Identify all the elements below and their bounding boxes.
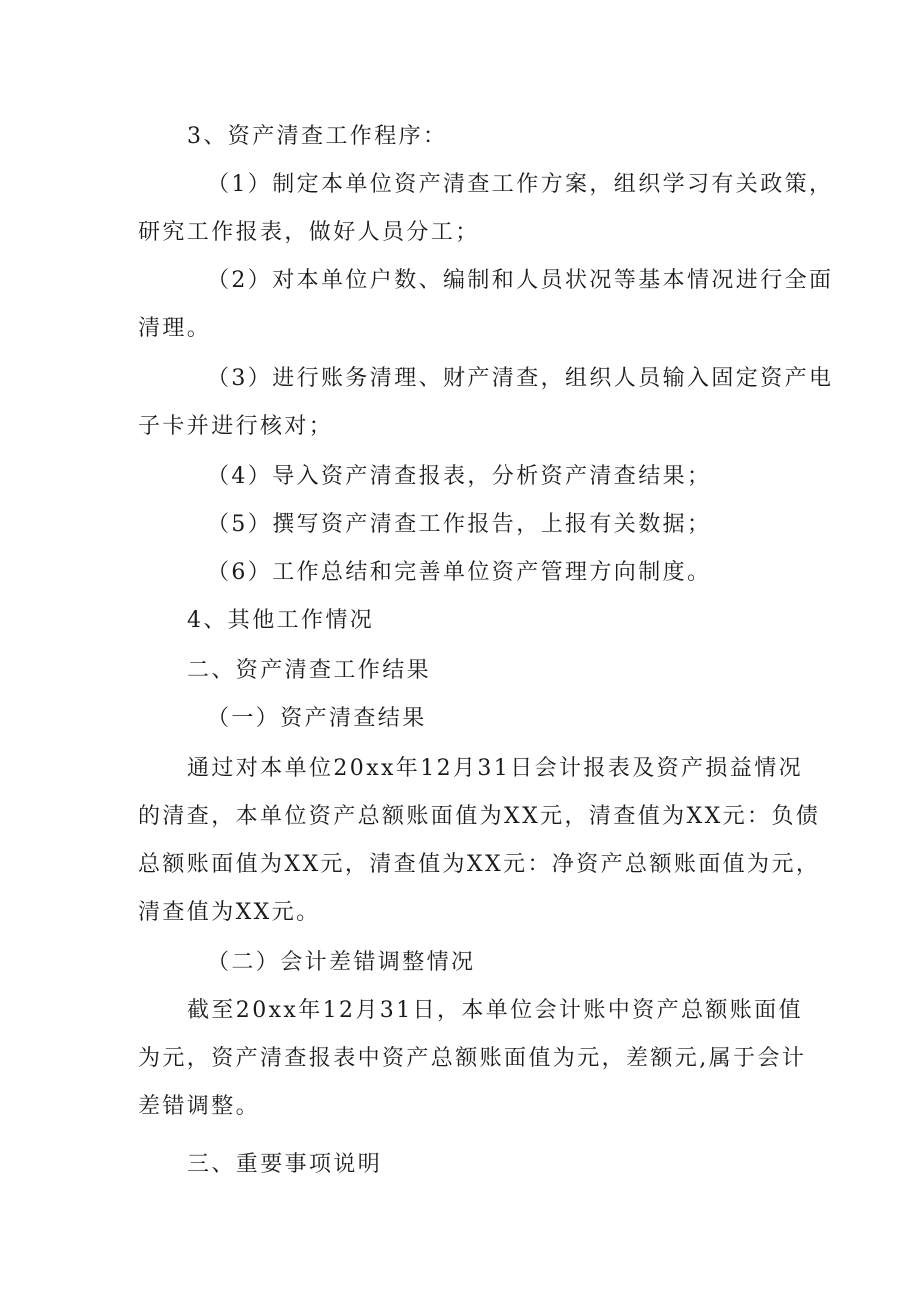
heading-other-work: 4、其他工作情况 bbox=[187, 608, 375, 633]
step-1-line-2: 研究工作报表，做好人员分工； bbox=[138, 220, 480, 245]
subsection-1-title: （一）资产清查结果 bbox=[207, 706, 427, 731]
step-2-line-1: （2）对本单位户数、编制和人员状况等基本情况进行全面 bbox=[207, 268, 834, 293]
result-para-line-1: 通过对本单位20xx年12月31日会计报表及资产损益情况 bbox=[187, 756, 803, 781]
step-1-line-1: （1）制定本单位资产清查工作方案，组织学习有关政策， bbox=[207, 172, 834, 197]
heading-procedure: 3、资产清查工作程序： bbox=[187, 124, 448, 149]
step-3-line-2: 子卡并进行核对； bbox=[138, 414, 334, 439]
section-2-title: 二、资产清查工作结果 bbox=[187, 658, 432, 683]
step-2-line-2: 清理。 bbox=[138, 316, 212, 341]
result-para-line-4: 清查值为XX元。 bbox=[138, 900, 321, 925]
correction-para-line-1: 截至20xx年12月31日，本单位会计账中资产总额账面值 bbox=[187, 998, 803, 1023]
step-3-line-1: （3）进行账务清理、财产清查，组织人员输入固定资产电 bbox=[207, 366, 834, 391]
result-para-line-2: 的清查，本单位资产总额账面值为XX元，清查值为XX元：负债 bbox=[138, 804, 821, 829]
step-6: （6）工作总结和完善单位资产管理方向制度。 bbox=[207, 560, 712, 585]
section-3-title: 三、重要事项说明 bbox=[187, 1152, 383, 1177]
step-5: （5）撰写资产清查工作报告，上报有关数据； bbox=[207, 512, 712, 537]
correction-para-line-3: 差错调整。 bbox=[138, 1094, 261, 1119]
subsection-2-title: （二）会计差错调整情况 bbox=[207, 950, 476, 975]
correction-para-line-2: 为元，资产清查报表中资产总额账面值为元，差额元,属于会计 bbox=[138, 1046, 807, 1071]
result-para-line-3: 总额账面值为XX元，清查值为XX元：净资产总额账面值为元， bbox=[138, 852, 821, 877]
step-4: （4）导入资产清查报表，分析资产清查结果； bbox=[207, 464, 712, 489]
